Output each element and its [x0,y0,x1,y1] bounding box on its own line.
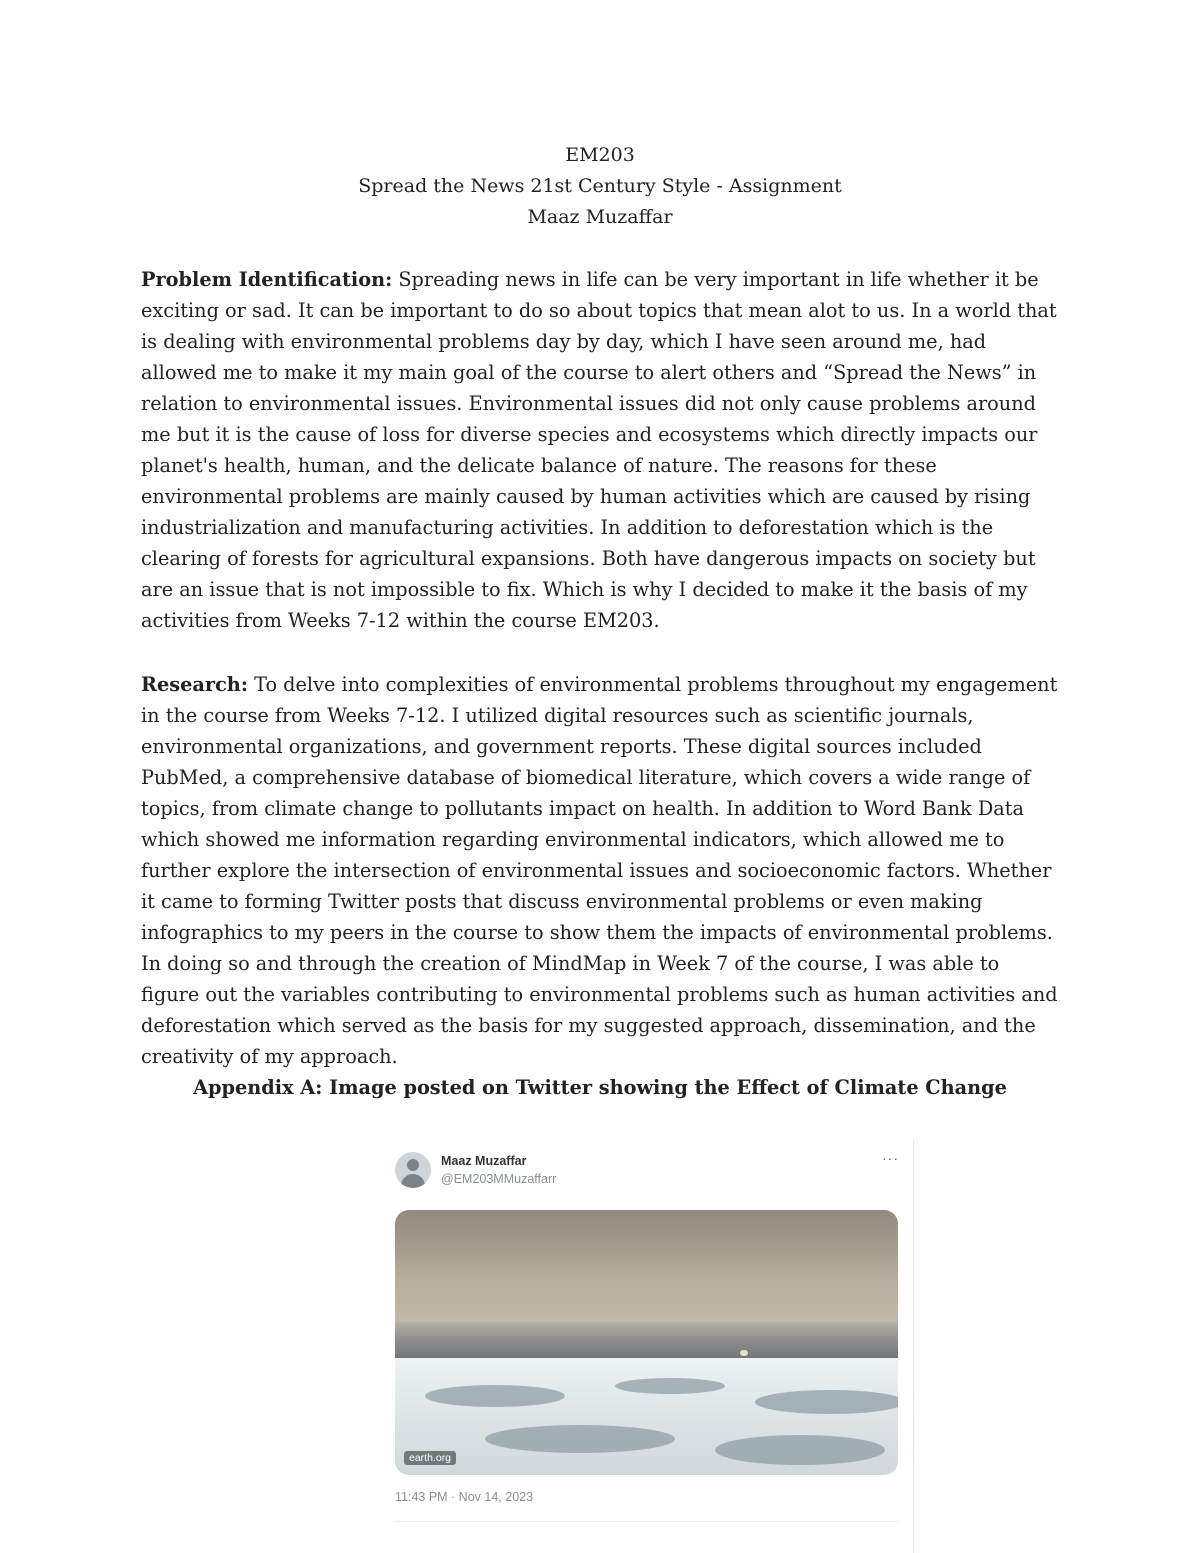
appendix-title: Appendix A: Image posted on Twitter showing the Effect of Climate Change [193,1076,1007,1099]
research-text: To delve into complexities of environmental problems throughout my engagement in the course from Weeks 7-12. I utilized digital resources such as scientific journals, environmental organizations, and government reports. These digital sources included PubMed, a comprehensive database of biomedical literature, which covers a wide range of topics, from climate change to pollutants impact on health. In addition to Word Bank Data which showed me information regarding environmental indicators, which allowed me to further explore the intersection of environmental issues and socioeconomic factors. Whether it came to forming Twitter posts that discuss environmental problems or even making infographics to my peers in the course to show them the impacts of environmental problems. In doing so and through the creation of MindMap in Week 7 of the course, I was able to figure out the variables contributing to environmental problems such as human activities and deforestation which served as the basis for my suggested approach, dissemination, and the creativity of my approach. [141,673,1058,1068]
polar-bear [740,1350,748,1356]
problem-identification-label: Problem Identification: [141,268,393,291]
tweet-author-handle: @EM203MMuzaffarr [441,1172,557,1186]
avatar-icon [395,1152,431,1188]
problem-identification-text: Spreading news in life can be very important in life whether it be exciting or sad. It can be important to do so about topics that mean alot to us. In a world that is dealing with environmental problems day by day, which I have seen around me, had allowed me to make it my main goal of the course to alert others and “Spread the News” in relation to environmental issues. Environmental issues did not only cause problems around me but it is the cause of loss for diverse species and ecosystems which directly impacts our planet's health, human, and the delicate balance of nature. The reasons for these environmental problems are mainly caused by human activities which are caused by rising industrialization and manufacturing activities. In addition to deforestation which is the clearing of forests for agricultural expansions. Both have dangerous impacts on society but are an issue that is not impossible to fix. Which is why I decided to make it the basis of my activities from Weeks 7-12 within the course EM203. [141,268,1057,632]
course-code: EM203 [565,144,635,166]
tweet-timestamp: 11:43 PM · Nov 14, 2023 [395,1490,534,1504]
assignment-title: Spread the News 21st Century Style - Assignment [358,175,842,197]
more-options-icon: ··· [882,1150,899,1166]
author-name: Maaz Muzaffar [527,206,673,228]
tweet-divider [395,1521,898,1522]
problem-identification-section [141,264,1061,636]
tweet-author-name: Maaz Muzaffar [441,1154,527,1168]
document-header [0,140,1200,233]
research-section [141,669,1061,1072]
tweet-photo [395,1210,898,1475]
tweet-screenshot [380,1140,914,1553]
image-credit: earth.org [404,1451,456,1465]
research-label: Research: [141,673,248,696]
